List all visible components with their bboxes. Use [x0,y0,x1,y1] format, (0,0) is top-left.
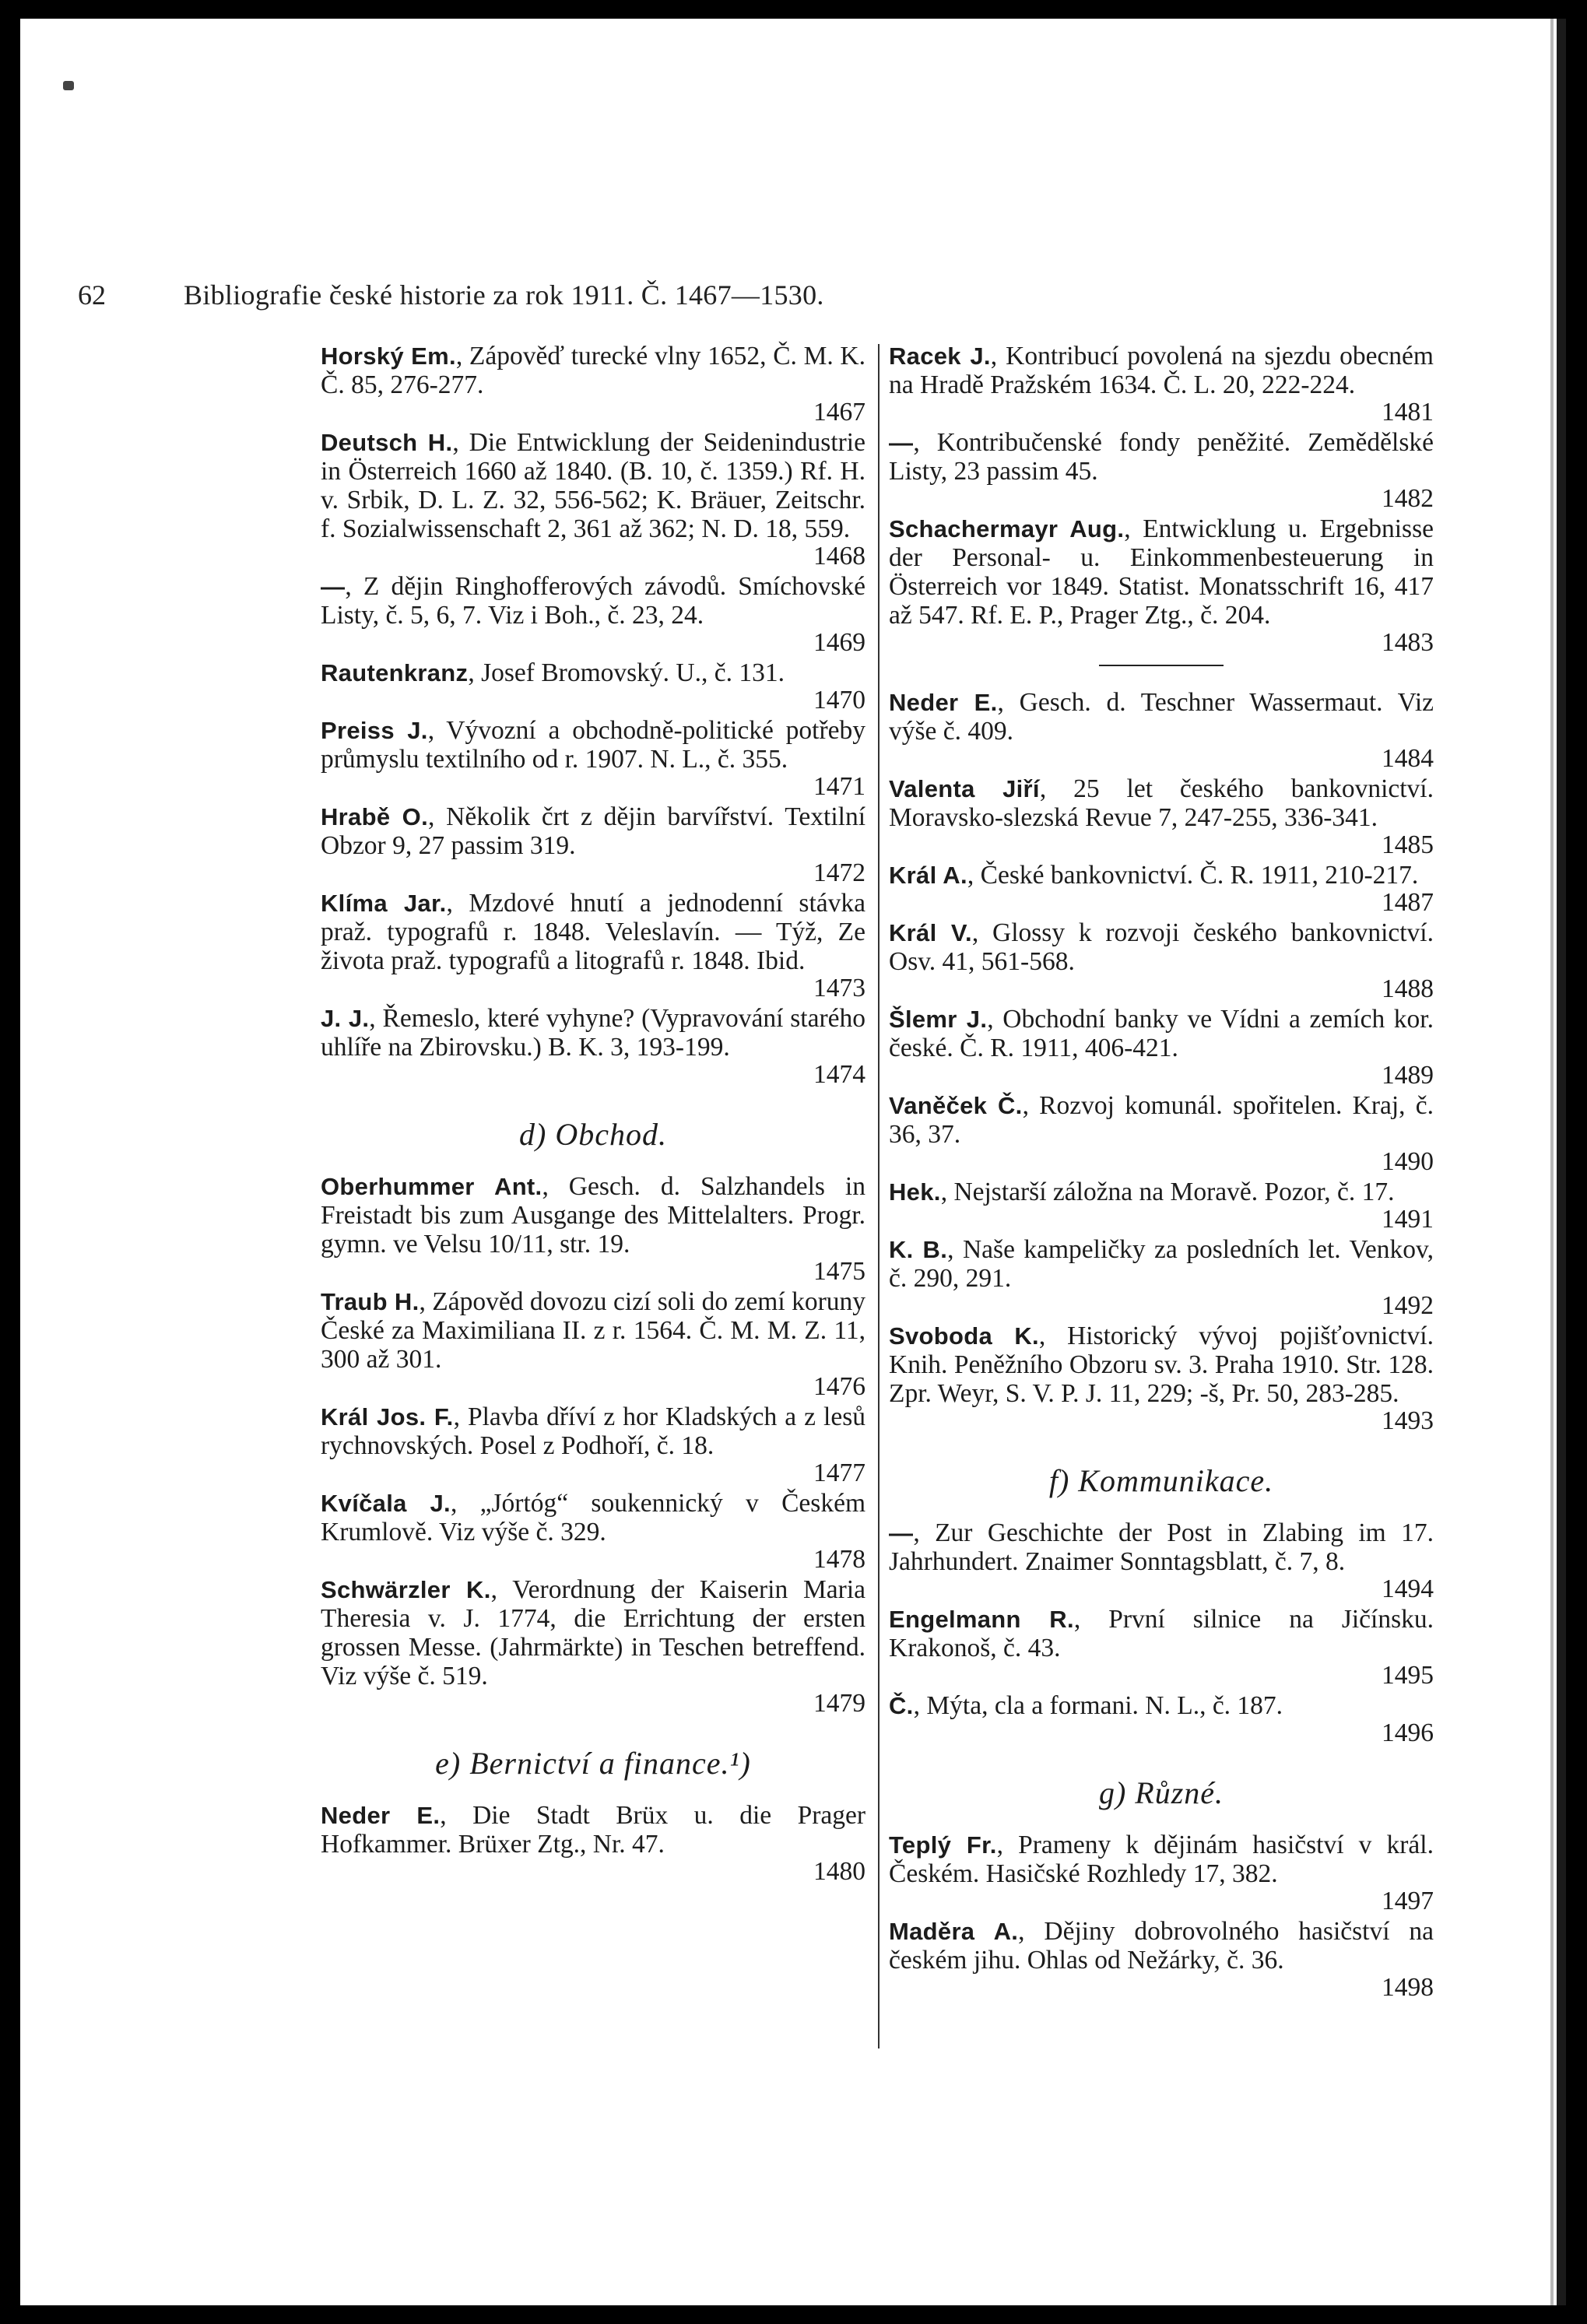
scan-speck [63,81,74,90]
bib-entry [321,802,865,887]
entry-number: 1477 [813,1459,865,1487]
entry-text: , Mýta, cla a formani. N. L., č. 187. [913,1691,1283,1720]
entry-author: Král A. [889,862,967,889]
entry-text: , Zur Geschichte der Post in Zlabing im 17. Jahrhundert. Znaimer Sonntagsblatt, č. 7, 8. [889,1518,1434,1576]
entry-author: Č. [889,1692,914,1719]
entry-text: , Kontribučenské fondy peněžité. Zemědělské Listy, 23 passim 45. [889,428,1434,486]
bib-entry [321,428,865,570]
bib-entry [889,774,1434,859]
entry-text: , České bankovnictví. Č. R. 1911, 210-217. [967,861,1419,890]
bib-entry [889,861,1434,917]
entry-number: 1468 [813,542,865,570]
entry-author: Racek J. [889,342,991,370]
entry-text: , Verordnung der Kaiserin Maria Theresia v. J. 1774, die Errichtung der ersten grossen Messe. (Jahrmärkte) in Teschen betreffend. Viz výše č. 519. [321,1575,865,1690]
entry-number: 1475 [813,1257,865,1286]
bib-entry [321,658,865,714]
entry-text: , „Jórtóg“ soukennický v Českém Krumlově. Viz výše č. 329. [321,1489,866,1546]
entry-author: Klíma Jar. [321,890,447,917]
entry-text: , Historický vývoj pojišťovnictví. Knih. Peněžního Obzoru sv. 3. Praha 1910. Str. 128. Zpr. Weyr, S. V. P. J. 11, 229; -š, Pr. 50, 283-285. [889,1322,1434,1408]
entry-author: Šlemr J. [889,1006,988,1033]
entry-author: Kvíčala J. [321,1490,451,1517]
bib-entry [321,889,865,1002]
entry-number: 1484 [1382,744,1434,773]
entry-number: 1473 [813,974,865,1002]
entry-text: , Mzdové hnutí a jednodenní stávka praž. typografů r. 1848. Veleslavín. — Týž, Ze života praž. typografů a litografů r. 1848. Ibid. [321,889,865,975]
entry-author: Neder E. [321,1802,441,1829]
entry-author: Vaněček Č. [889,1092,1023,1119]
entry-number: 1495 [1382,1661,1434,1690]
entry-text: , Gesch. d. Teschner Wassermaut. Viz výše č. 409. [889,688,1434,746]
entries-section-g [889,1831,1434,2002]
bib-entry [321,1402,865,1487]
bib-entry [889,1605,1434,1690]
entry-author: Valenta Jiří [889,775,1040,802]
bib-entry [889,1831,1434,1915]
entry-author: Rautenkranz [321,659,469,686]
entry-number: 1487 [1382,888,1434,917]
scanned-page [20,19,1566,2305]
entry-number: 1478 [813,1545,865,1574]
entry-number: 1471 [813,772,865,801]
page-edge-shadow [1557,19,1566,2305]
entry-text: , První silnice na Jičínsku. Krakonoš, č. 43. [889,1605,1434,1662]
page-edge-line [1550,19,1554,2305]
entry-author: Engelmann R. [889,1606,1074,1633]
entry-number: 1474 [813,1060,865,1089]
bib-entry [889,428,1434,513]
entry-author: Král Jos. F. [321,1403,454,1431]
entry-number: 1472 [813,858,865,887]
entry-number: 1497 [1382,1887,1434,1915]
entry-text: , Zápověď turecké vlny 1652, Č. M. K. Č. 85, 276-277. [321,342,865,399]
entry-author: Horský Em. [321,342,456,370]
entry-number: 1492 [1382,1291,1434,1320]
right-column [889,342,1434,2003]
entry-author: Hrabě O. [321,803,429,830]
entry-text: , Naše kampeličky za posledních let. Venkov, č. 290, 291. [889,1235,1434,1293]
entry-number: 1469 [813,628,865,657]
bib-entry [321,572,865,657]
entry-author: Hek. [889,1178,941,1206]
entry-author: Neder E. [889,689,998,716]
entry-text: , Několik črt z dějin barvířství. Textilní Obzor 9, 27 passim 319. [321,802,866,860]
entries-section-e-cont [889,342,1434,657]
entry-text: , Zápověd dovozu cizí soli do zemí koruny České za Maximiliana II. z r. 1564. Č. M. M. Z. 11, 300 až 301. [321,1287,865,1374]
entry-author: K. B. [889,1236,948,1263]
bib-entry [889,918,1434,1003]
bib-entry [321,1287,865,1401]
entry-number: 1489 [1382,1061,1434,1090]
bib-entry [889,1917,1434,2002]
bib-entry [321,716,865,801]
entry-text: , Kontribucí povolená na sjezdu obecném na Hradě Pražském 1634. Č. L. 20, 222-224. [889,342,1434,399]
entry-text: , Dějiny dobrovolného hasičství na českém jihu. Ohlas od Nežárky, č. 36. [889,1917,1434,1975]
entry-author: Preiss J. [321,717,428,744]
entry-text: , Řemeslo, které vyhyne? (Vypravování starého uhlíře na Zbirovsku.) B. K. 3, 193-199. [321,1004,865,1062]
section-heading-obchod: d) Obchod. [519,1117,667,1152]
bib-entry [321,1172,865,1286]
bib-entry [889,342,1434,427]
entry-author: Svoboda K. [889,1322,1039,1350]
bib-entry [889,1518,1434,1603]
entry-number: 1481 [1382,398,1434,427]
entry-text: , Plavba dříví z hor Kladských a z lesů rychnovských. Posel z Podhoří, č. 18. [321,1402,865,1460]
entry-text: , Vývozní a obchodně-politické potřeby průmyslu textilního od r. 1907. N. L., č. 355. [321,716,865,774]
entries-section-f [889,1518,1434,1747]
entries-section-d [321,1172,865,1718]
entry-number: 1467 [813,398,865,427]
bib-entry [321,1801,865,1886]
entries-banking [889,688,1434,1435]
page-header [20,272,1566,319]
entry-author: Schachermayr Aug. [889,515,1125,542]
entries-section-c [321,342,865,1089]
entry-text: , Obchodní banky ve Vídni a zemích kor. české. Č. R. 1911, 406-421. [889,1005,1434,1062]
bib-entry [321,1575,865,1718]
entry-text: , Z dějin Ringhofferových závodů. Smíchovské Listy, č. 5, 6, 7. Viz i Boh., č. 23, 24. [321,572,865,630]
entry-text: , Die Stadt Brüx u. die Prager Hofkammer. Brüxer Ztg., Nr. 47. [321,1801,866,1859]
section-heading-ruzne: g) Různé. [1098,1775,1224,1810]
entry-number: 1476 [813,1372,865,1401]
entry-text: , Entwicklung u. Ergebnisse der Personal- u. Einkommenbesteuerung in Österreich vor 1849. Statist. Monatsschrift 16, 417 až 547. Rf. E. P., Prager Ztg., č. 204. [889,514,1434,630]
entry-author: Oberhummer Ant. [321,1173,542,1200]
entry-author: Deutsch H. [321,429,453,456]
entry-number: 1491 [1382,1205,1434,1234]
separator-rule [1099,665,1224,666]
entry-text: , Josef Bromovský. U., č. 131. [468,658,785,687]
section-heading-kommunikace: f) Kommunikace. [1048,1463,1274,1498]
bib-entry [889,1691,1434,1747]
entry-number: 1498 [1382,1973,1434,2002]
page-number: 62 [78,279,106,311]
entry-number: 1479 [813,1689,865,1718]
entry-number: 1482 [1382,484,1434,513]
bib-entry [889,1322,1434,1435]
entry-author: — [889,429,914,456]
bib-entry [321,1489,865,1574]
entry-number: 1496 [1382,1718,1434,1747]
entry-author: Maděra A. [889,1918,1019,1945]
entry-text: , Nejstarší záložna na Moravě. Pozor, č. 17. [940,1178,1395,1206]
bib-entry [889,1091,1434,1176]
entry-number: 1488 [1382,974,1434,1003]
entry-number: 1483 [1382,628,1434,657]
entry-text: , Prameny k dějinám hasičství v král. Českém. Hasičské Rozhledy 17, 382. [889,1831,1434,1888]
section-heading-bernictvi: e) Bernictví a finance.¹) [435,1746,751,1781]
bib-entry [889,514,1434,657]
column-divider [878,344,880,2048]
entry-author: J. J. [321,1005,370,1032]
entry-author: Schwärzler K. [321,1576,491,1603]
entry-author: Teplý Fr. [889,1831,997,1859]
entry-number: 1485 [1382,830,1434,859]
bib-entry [889,1235,1434,1320]
entry-number: 1480 [813,1857,865,1886]
entry-author: Král V. [889,919,972,946]
entry-text: , Gesch. d. Salzhandels in Freistadt bis zum Ausgange des Mittelalters. Progr. gymn. ve Velsu 10/11, str. 19. [321,1172,865,1259]
bib-entry [321,342,865,427]
entry-number: 1490 [1382,1147,1434,1176]
entry-author: — [321,573,346,600]
bib-entry [321,1004,865,1089]
entry-text: , Rozvoj komunál. spořitelen. Kraj, č. 36, 37. [889,1091,1434,1149]
bib-entry [889,1178,1434,1234]
entry-text: , Die Entwicklung der Seidenindustrie in Österreich 1660 až 1840. (B. 10, č. 1359.) Rf. H. v. Srbik, D. L. Z. 32, 556-562; K. Bräuer, Zeitschr. f. Sozialwissenschaft 2, 361 až 362; N. D. 18, 559. [321,428,865,543]
entry-author: — [889,1519,914,1546]
running-title: Bibliografie české historie za rok 1911. Č. 1467—1530. [184,279,824,311]
entry-text: , 25 let českého bankovnictví. Moravsko-slezská Revue 7, 247-255, 336-341. [889,774,1434,832]
left-column [321,342,865,1887]
entries-section-e [321,1801,865,1886]
entry-number: 1494 [1382,1574,1434,1603]
bib-entry [889,1005,1434,1090]
entry-number: 1493 [1382,1406,1434,1435]
bib-entry [889,688,1434,773]
entry-number: 1470 [813,686,865,714]
entry-text: , Glossy k rozvoji českého bankovnictví. Osv. 41, 561-568. [889,918,1434,976]
entry-author: Traub H. [321,1288,420,1315]
